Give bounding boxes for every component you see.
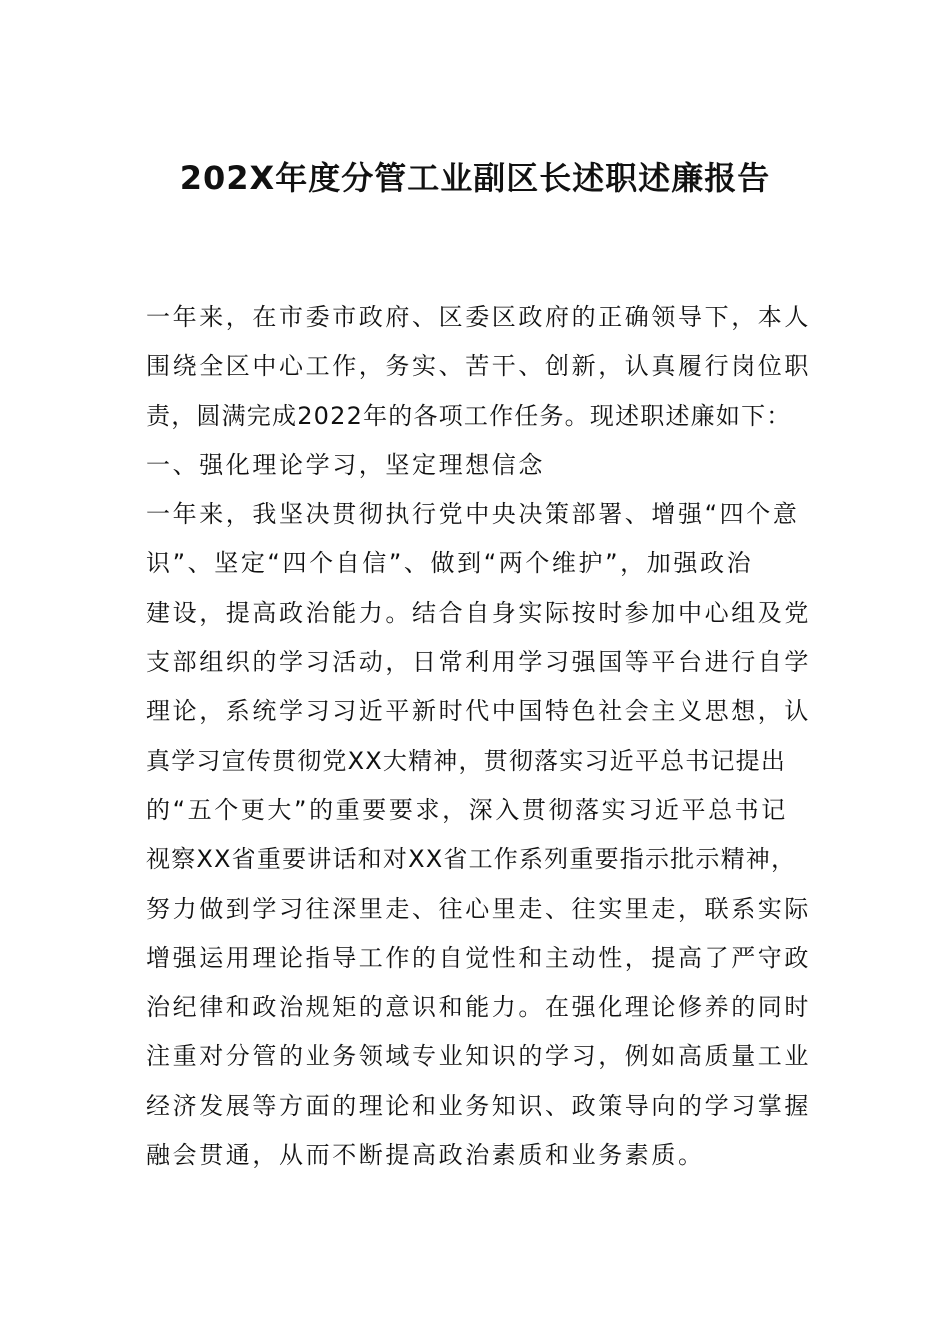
document-title: 202X年度分管工业副区长述职述廉报告	[179, 159, 771, 197]
body-line: 融会贯通，从而不断提高政治素质和业务素质。	[146, 1141, 705, 1170]
body-line: 增强运用理论指导工作的自觉性和主动性，提高了严守政	[146, 943, 811, 972]
body-line: 支部组织的学习活动，日常利用学习强国等平台进行自学	[146, 648, 811, 677]
document-body	[146, 293, 811, 1180]
section-heading: 一、强化理论学习，坚定理想信念	[146, 450, 545, 479]
body-line: 治纪律和政治规矩的意识和能力。在强化理论修养的同时	[146, 993, 811, 1022]
body-line: 经济发展等方面的理论和业务知识、政策导向的学习掌握	[146, 1091, 811, 1120]
body-line: 真学习宣传贯彻党XX大精神，贯彻落实习近平总书记提出	[146, 746, 787, 775]
body-line: 责，圆满完成2022年的各项工作任务。现述职述廉如下：	[146, 401, 792, 430]
body-line: 理论，系统学习习近平新时代中国特色社会主义思想，认	[146, 697, 811, 726]
body-line: 围绕全区中心工作，务实、苦干、创新，认真履行岗位职	[146, 352, 811, 381]
body-line: 识”、坚定“四个自信”、做到“两个维护”，加强政治	[146, 549, 754, 578]
body-line: 视察XX省重要讲话和对XX省工作系列重要指示批示精神，	[146, 845, 797, 874]
body-line: 注重对分管的业务领域专业知识的学习，例如高质量工业	[146, 1042, 811, 1071]
body-line: 努力做到学习往深里走、往心里走、往实里走，联系实际	[146, 894, 811, 923]
body-line: 的“五个更大”的重要要求，深入贯彻落实习近平总书记	[146, 795, 788, 824]
body-line: 一年来，我坚决贯彻执行党中央决策部署、增强“四个意	[146, 500, 800, 529]
body-line: 建设，提高政治能力。结合自身实际按时参加中心组及党	[146, 598, 811, 627]
body-line: 一年来，在市委市政府、区委区政府的正确领导下，本人	[146, 303, 811, 331]
